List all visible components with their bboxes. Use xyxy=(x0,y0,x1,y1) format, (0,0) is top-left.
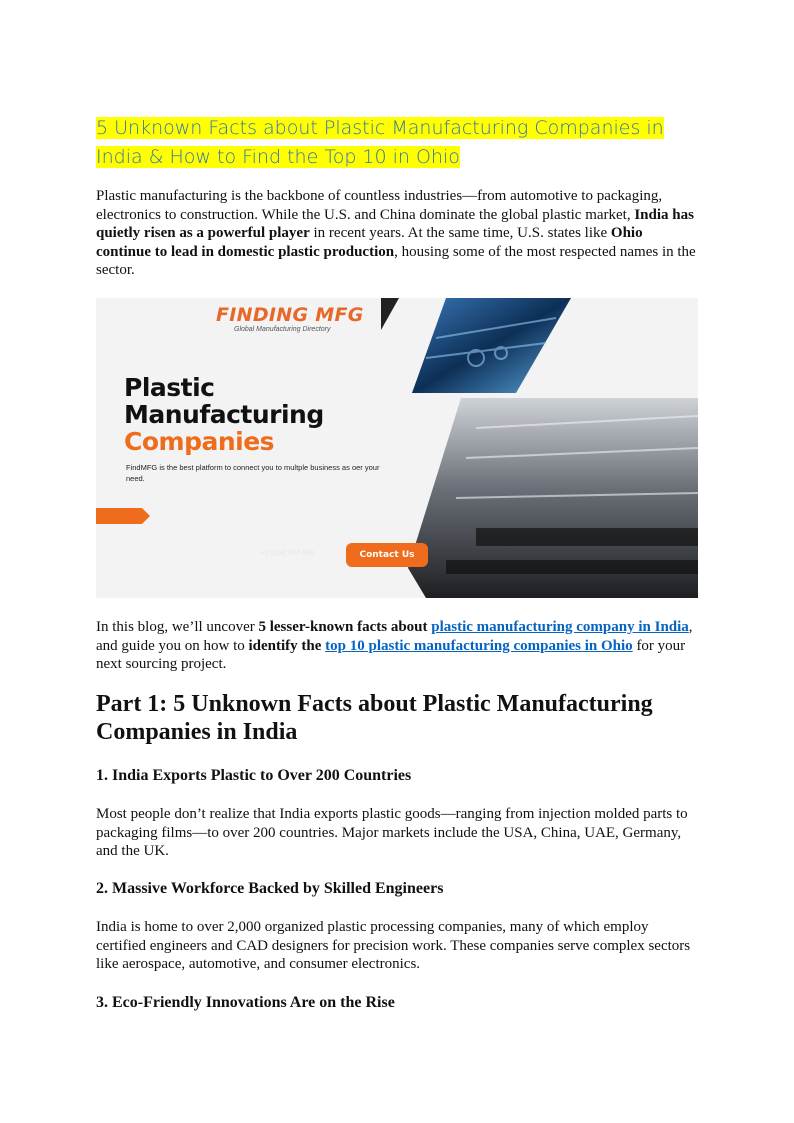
blog-intro-bold-2: identify the xyxy=(248,637,322,654)
fact-3-heading: 3. Eco-Friendly Innovations Are on the Rise xyxy=(96,994,395,1011)
blog-intro-paragraph xyxy=(96,618,700,674)
fact-2-text: India is home to over 2,000 organized plastic processing companies, many of which employ certified engineers and CAD designers for precision work. These companies serve complex sectors like aerospace, automotive, and consumer electronics. xyxy=(96,919,691,973)
blog-intro-text-3: for your next sourcing project. xyxy=(96,637,686,673)
intro-text-1: Plastic manufacturing is the backbone of countless industries—from automotive to packaging, electronics to construction. While the U.S. and China dominate the global plastic market, xyxy=(96,188,663,223)
document-title-text: 5 Unknown Facts about Plastic Manufacturing Companies in India & How to Find the Top 10 in Ohio xyxy=(96,117,664,168)
banner-phone: +1 (234) 567-890 xyxy=(260,550,314,557)
part1-heading: Part 1: 5 Unknown Facts about Plastic Manufacturing Companies in India xyxy=(96,691,653,745)
blue-machinery-photo xyxy=(412,298,571,393)
intro-text-2: in recent years. At the same time, U.S. states like xyxy=(309,225,611,242)
dark-stripe-shape xyxy=(381,298,399,330)
blog-intro-text-1: In this blog, we’ll uncover xyxy=(96,619,259,635)
logo-tagline: Global Manufacturing Directory xyxy=(234,326,331,333)
banner-heading-line-1: Plastic xyxy=(124,373,215,402)
fact-2-heading: 2. Massive Workforce Backed by Skilled Engineers xyxy=(96,880,444,897)
banner-description: FindMFG is the best platform to connect you to multple business as oer your need. xyxy=(126,463,380,483)
intro-text-3: , housing some of the most respected names in the sector. xyxy=(96,243,696,279)
banner-heading-line-2: Manufacturing xyxy=(124,400,324,429)
banner-heading-line-3: Companies xyxy=(124,427,275,456)
fact-1-text: Most people don’t realize that India exports plastic goods—ranging from injection molded parts to packaging films—to over 200 countries. Major markets include the USA, China, UAE, Germany, and the UK. xyxy=(96,806,688,860)
intro-bold-1: India has quietly risen as a powerful player xyxy=(96,206,694,242)
contact-us-button[interactable]: Contact Us xyxy=(346,543,428,567)
blog-intro-bold-1: 5 lesser-known facts about xyxy=(258,619,428,635)
document-title xyxy=(96,114,700,172)
intro-bold-2: Ohio continue to lead in domestic plastic production xyxy=(96,225,643,260)
blog-intro-text-2: , and guide you on how to xyxy=(96,619,693,654)
fact-1-heading: 1. India Exports Plastic to Over 200 Countries xyxy=(96,767,412,784)
india-companies-link[interactable]: plastic manufacturing company in India xyxy=(431,619,689,635)
banner-image xyxy=(96,298,698,598)
intro-paragraph xyxy=(96,187,700,280)
orange-arrow-icon xyxy=(96,508,150,524)
ohio-companies-link[interactable]: top 10 plastic manufacturing companies in Ohio xyxy=(325,637,633,654)
findingmfg-logo: FINDING MFG xyxy=(216,304,364,326)
